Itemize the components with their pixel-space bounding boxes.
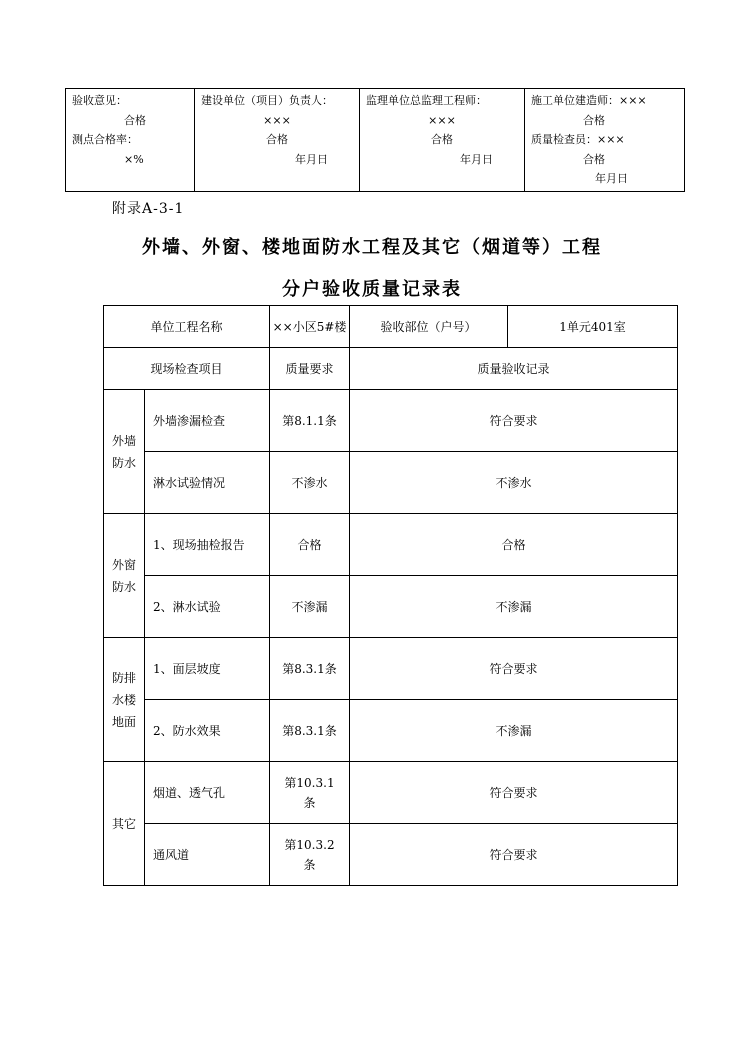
requirement-cell bbox=[270, 824, 350, 886]
record-cell: 符合要求 bbox=[350, 638, 678, 700]
item-cell: 1、现场抽检报告 bbox=[145, 514, 270, 576]
requirement-line: 第10.3.1 bbox=[284, 775, 335, 790]
location-value: 1单元401室 bbox=[508, 306, 678, 348]
owner-rep-date: 年月日 bbox=[295, 152, 328, 166]
table-row bbox=[104, 514, 678, 576]
requirement-cell: 第8.3.1条 bbox=[270, 638, 350, 700]
record-cell: 符合要求 bbox=[350, 762, 678, 824]
owner-rep-result: 合格 bbox=[266, 133, 288, 146]
requirement-cell bbox=[270, 762, 350, 824]
page-subtitle: 分户验收质量记录表 bbox=[282, 279, 462, 300]
category-line: 外墙 bbox=[111, 433, 136, 448]
category-cell bbox=[104, 390, 145, 514]
item-cell: 外墙渗漏检查 bbox=[145, 390, 270, 452]
signoff-acceptance-cell bbox=[66, 89, 195, 192]
record-header: 质量验收记录 bbox=[350, 348, 678, 390]
item-header: 现场检查项目 bbox=[104, 348, 270, 390]
supervisor-name: ××× bbox=[428, 113, 456, 127]
owner-rep-label: 建设单位（项目）负责人： bbox=[201, 94, 333, 107]
requirement-line: 条 bbox=[303, 857, 316, 872]
requirement-line: 条 bbox=[303, 795, 316, 810]
item-cell: 1、面层坡度 bbox=[145, 638, 270, 700]
item-cell: 烟道、透气孔 bbox=[145, 762, 270, 824]
pass-rate-value: ×% bbox=[124, 152, 144, 166]
table-row bbox=[104, 576, 678, 638]
appendix-label: 附录A-3-1 bbox=[112, 201, 185, 217]
supervisor-label: 监理单位总监理工程师： bbox=[366, 94, 487, 107]
owner-rep-name: ××× bbox=[263, 113, 291, 127]
category-line: 外窗 bbox=[111, 557, 136, 572]
category-cell bbox=[104, 638, 145, 762]
record-table bbox=[103, 305, 678, 886]
record-cell: 不渗漏 bbox=[350, 700, 678, 762]
header-row bbox=[104, 348, 678, 390]
contractor-engineer-label: 施工单位建造师：××× bbox=[531, 94, 647, 107]
requirement-cell: 第8.3.1条 bbox=[270, 700, 350, 762]
supervisor-date: 年月日 bbox=[460, 152, 493, 166]
item-cell: 淋水试验情况 bbox=[145, 452, 270, 514]
table-row bbox=[104, 824, 678, 886]
record-cell: 合格 bbox=[350, 514, 678, 576]
category-line: 防排 bbox=[111, 670, 136, 685]
signoff-table bbox=[65, 88, 685, 192]
requirement-cell: 合格 bbox=[270, 514, 350, 576]
category-line: 地面 bbox=[111, 714, 136, 729]
project-value: ××小区5#楼 bbox=[270, 306, 350, 348]
record-cell: 不渗漏 bbox=[350, 576, 678, 638]
contractor-result: 合格 bbox=[583, 113, 605, 127]
inspector-result: 合格 bbox=[583, 152, 605, 166]
item-cell: 2、淋水试验 bbox=[145, 576, 270, 638]
category-cell bbox=[104, 514, 145, 638]
category-line: 其它 bbox=[111, 816, 136, 831]
acceptance-opinion-label: 验收意见： bbox=[72, 94, 127, 107]
record-cell: 不渗水 bbox=[350, 452, 678, 514]
category-line: 防水 bbox=[111, 455, 136, 470]
table-row bbox=[104, 700, 678, 762]
table-row bbox=[104, 762, 678, 824]
category-cell bbox=[104, 762, 145, 886]
category-line: 水楼 bbox=[111, 692, 136, 707]
location-label: 验收部位（户号） bbox=[350, 306, 508, 348]
item-cell: 2、防水效果 bbox=[145, 700, 270, 762]
info-row bbox=[104, 306, 678, 348]
table-row bbox=[104, 390, 678, 452]
requirement-cell: 不渗漏 bbox=[270, 576, 350, 638]
pass-rate-label: 测点合格率： bbox=[72, 133, 138, 146]
category-line: 防水 bbox=[111, 579, 136, 594]
requirement-header: 质量要求 bbox=[270, 348, 350, 390]
record-cell: 符合要求 bbox=[350, 824, 678, 886]
signoff-owner-cell bbox=[195, 89, 360, 192]
supervisor-result: 合格 bbox=[431, 133, 453, 146]
signoff-contractor-cell bbox=[525, 89, 685, 192]
requirement-cell: 不渗水 bbox=[270, 452, 350, 514]
acceptance-opinion-value: 合格 bbox=[124, 113, 146, 127]
signoff-supervisor-cell bbox=[360, 89, 525, 192]
item-cell: 通风道 bbox=[145, 824, 270, 886]
contractor-date: 年月日 bbox=[595, 172, 628, 185]
quality-inspector-label: 质量检查员：××× bbox=[531, 133, 625, 146]
requirement-line: 第10.3.2 bbox=[284, 837, 335, 852]
table-row bbox=[104, 452, 678, 514]
table-row bbox=[104, 638, 678, 700]
record-cell: 符合要求 bbox=[350, 390, 678, 452]
project-label: 单位工程名称 bbox=[104, 306, 270, 348]
page-title: 外墙、外窗、楼地面防水工程及其它（烟道等）工程 bbox=[142, 237, 602, 258]
requirement-cell: 第8.1.1条 bbox=[270, 390, 350, 452]
